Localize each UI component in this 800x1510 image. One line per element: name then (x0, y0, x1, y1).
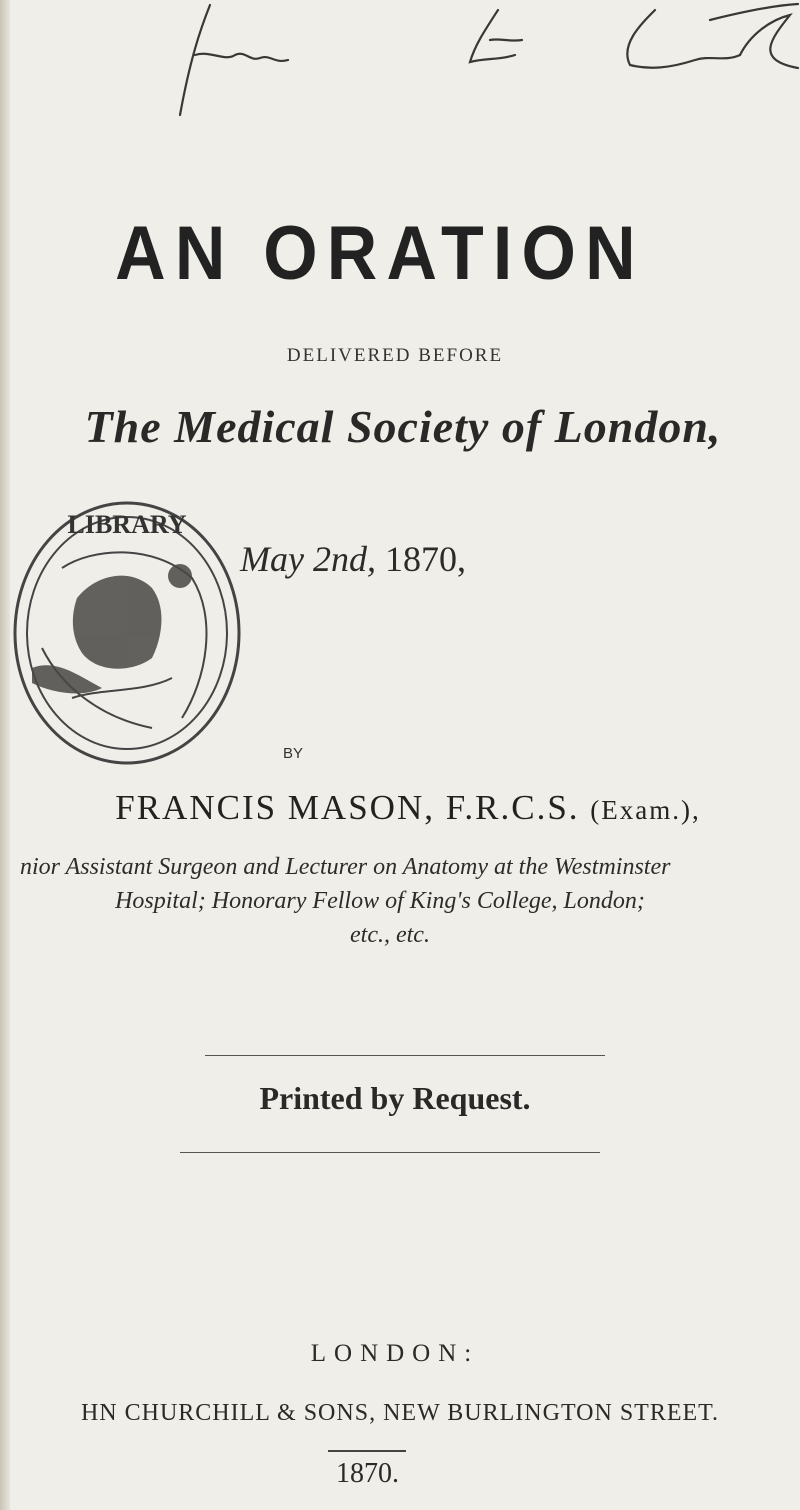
by-label: BY (283, 745, 304, 762)
printed-by-request: Printed by Request. (259, 1080, 531, 1116)
date-year: 1870, (384, 539, 466, 579)
divider-rule-top (205, 1055, 605, 1056)
publication-year: 1870. (336, 1458, 399, 1489)
publisher-line: HN CHURCHILL & SONS, NEW BURLINGTON STREET. (80, 1400, 720, 1426)
author-line (18, 788, 798, 828)
publication-place: LONDON: (310, 1340, 480, 1367)
date-day: 2nd, (312, 539, 376, 579)
oration-date (240, 538, 466, 580)
credentials-line-3: etc., etc. (350, 922, 430, 948)
author-name: FRANCIS MASON, F.R.C.S. (115, 788, 580, 827)
society-name: The Medical Society of London, (84, 401, 722, 452)
delivered-before-label: DELIVERED BEFORE (286, 345, 504, 366)
author-exam: (Exam.), (590, 795, 701, 825)
credentials-line-2: Hospital; Honorary Fellow of King's College, London; (115, 888, 645, 914)
seal-text: LIBRARY (67, 510, 187, 539)
date-month: May (240, 539, 304, 579)
author-credentials (0, 850, 800, 952)
divider-rule-bottom (180, 1152, 600, 1153)
credentials-line-1: nior Assistant Surgeon and Lecturer on Anatomy at the Westminster (20, 854, 671, 880)
handwritten-inscription (150, 0, 800, 120)
divider-rule-short (328, 1450, 406, 1452)
library-seal-stamp (2, 488, 252, 778)
document-title: AN ORATION (115, 211, 645, 296)
